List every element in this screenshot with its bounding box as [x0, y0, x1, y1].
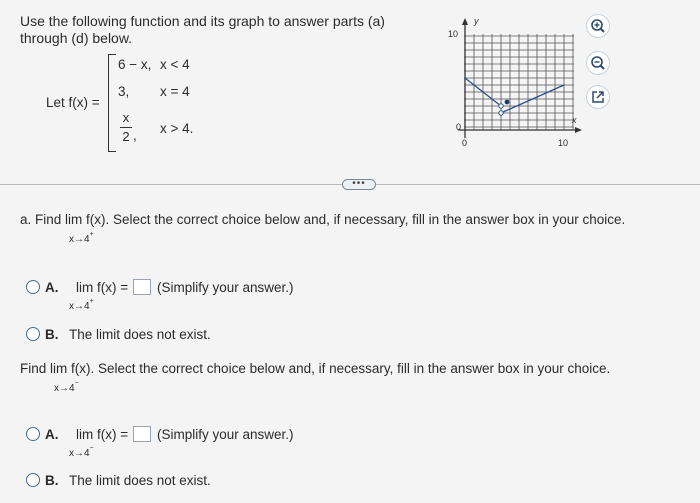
case-3-denominator: 2	[122, 129, 130, 144]
case-2-cond: x = 4	[160, 84, 190, 99]
part-b-option-a-label: A.	[45, 427, 59, 442]
y-axis-label: y	[474, 16, 479, 26]
case-3-comma: ,	[133, 128, 137, 143]
part-a-option-a-radio[interactable]	[26, 280, 40, 294]
part-b-option-b-radio[interactable]	[26, 473, 40, 487]
part-a-option-a-lim: lim f(x) =	[76, 280, 129, 295]
open-point-left	[499, 104, 503, 108]
part-b-prompt: Find lim f(x). Select the correct choice below and, if necessary, fill in the answer box in your choice.	[20, 361, 611, 376]
x-tick-0: 0	[462, 138, 468, 148]
zoom-out-icon	[590, 55, 606, 71]
x-axis-label: x	[572, 115, 577, 125]
case-3-fraction-bar	[120, 127, 132, 128]
part-b-option-a-radio[interactable]	[26, 427, 40, 441]
x-axis-arrow	[575, 127, 582, 133]
part-b-option-a-lim: lim f(x) =	[76, 427, 129, 442]
zoom-in-icon	[590, 18, 606, 34]
zoom-in-button[interactable]	[586, 14, 610, 38]
part-a-prompt: a. Find lim f(x). Select the correct choice below and, if necessary, fill in the answer box in your choice.	[20, 212, 626, 227]
part-b-option-a-subscript: x→4−	[69, 445, 94, 459]
case-3-numerator: x	[122, 110, 130, 125]
part-b-option-b-text: The limit does not exist.	[69, 473, 211, 488]
expand-ellipsis-button[interactable]: •••	[342, 179, 376, 190]
part-b-option-a-hint: (Simplify your answer.)	[157, 427, 294, 442]
filled-point	[505, 100, 510, 105]
part-a-option-a-subscript: x→4+	[69, 298, 94, 312]
part-a-limit-subscript: x→4+	[69, 231, 94, 245]
part-a-option-b-radio[interactable]	[26, 327, 40, 341]
y-tick-0: 0	[456, 122, 462, 132]
case-2-expr: 3,	[118, 84, 130, 99]
part-a-answer-box[interactable]	[133, 279, 151, 295]
open-point-right	[499, 111, 503, 115]
zoom-out-button[interactable]	[586, 51, 610, 75]
part-a-option-a-hint: (Simplify your answer.)	[157, 280, 294, 295]
y-tick-10: 10	[448, 29, 459, 39]
part-a-option-b-text: The limit does not exist.	[69, 327, 211, 342]
y-axis-arrow	[462, 18, 468, 25]
external-link-icon	[591, 90, 605, 104]
question-instruction: Use the following function and its graph to answer parts (a) through (d) below.	[20, 13, 385, 46]
open-external-button[interactable]	[586, 85, 610, 109]
function-curve	[465, 78, 564, 113]
case-3-cond: x > 4.	[160, 121, 194, 136]
part-a-option-b-label: B.	[45, 327, 59, 342]
let-label: Let f(x) =	[46, 95, 100, 110]
part-a-option-a-label: A.	[45, 280, 59, 295]
graph-svg	[446, 16, 586, 156]
case-1-expr: 6 − x,	[118, 57, 152, 72]
case-1-cond: x < 4	[160, 57, 190, 72]
part-b-limit-subscript: x→4−	[54, 380, 79, 394]
grid-lines	[464, 34, 574, 130]
x-tick-10: 10	[558, 138, 569, 148]
part-b-option-b-label: B.	[45, 473, 59, 488]
function-graph[interactable]	[446, 16, 586, 156]
part-b-answer-box[interactable]	[133, 426, 151, 442]
